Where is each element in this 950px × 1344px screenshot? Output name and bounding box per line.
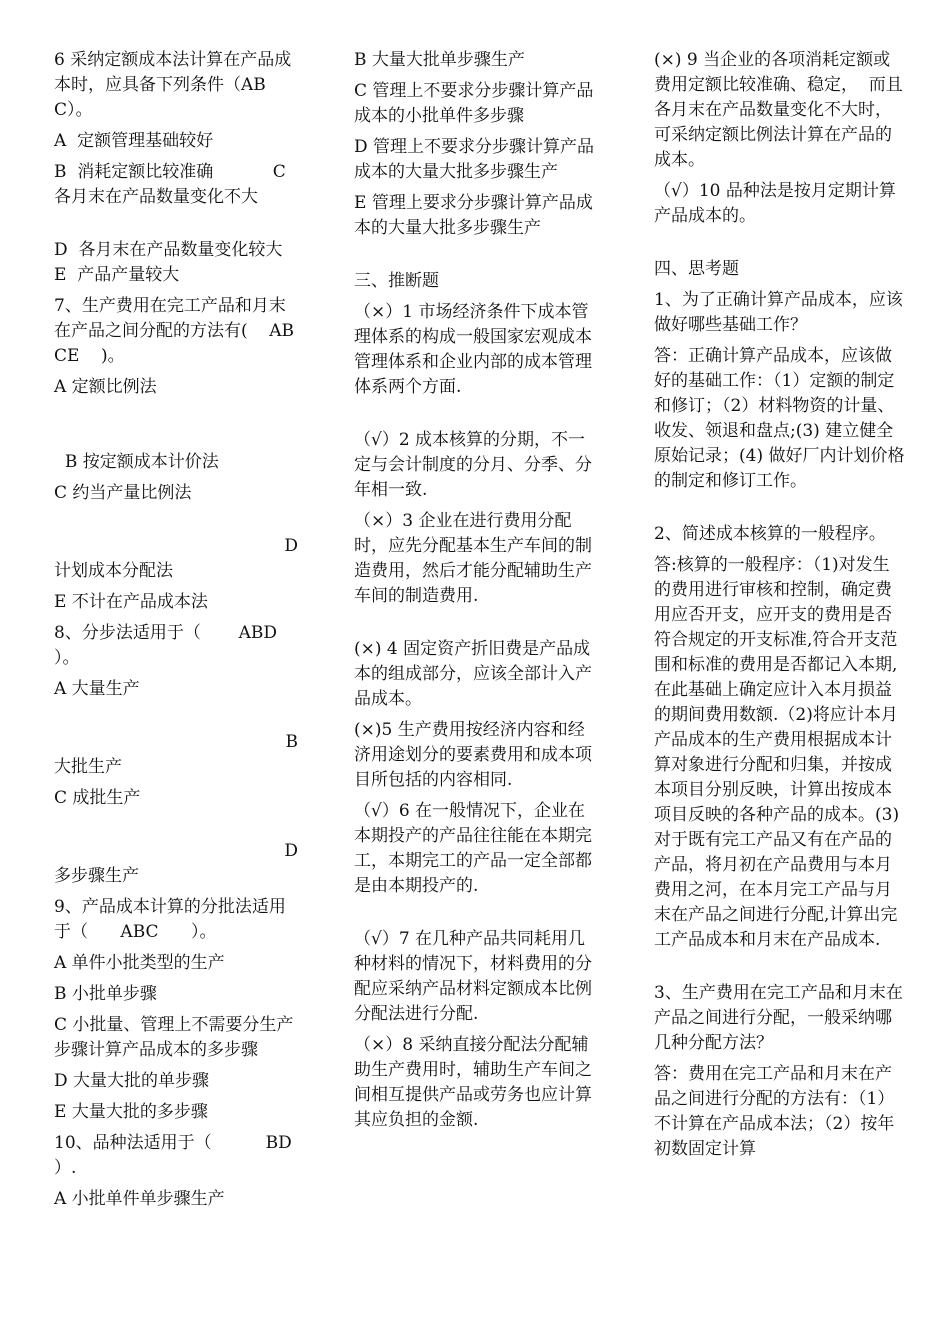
option-9c: C 小批量、管理上不需要分生产步骤计算产品成本的多步骤 bbox=[54, 1015, 294, 1060]
column-middle bbox=[354, 48, 596, 1139]
option-8b-letter: B bbox=[285, 732, 298, 752]
option-7d-letter: D bbox=[284, 536, 298, 556]
thinking-question-2: 2、简述成本核算的一般程序。 bbox=[654, 524, 886, 544]
option-9e: E 大量大批的多步骤 bbox=[54, 1102, 208, 1122]
option-10c: C 管理上不要求分步骤计算产品成本的小批单件多步骤 bbox=[354, 81, 594, 126]
judgement-4: (×) 4 固定资产折旧费是产品成本的组成部分，应该全部计入产品成本。 bbox=[354, 639, 592, 709]
option-7e: E 不计在产品成本法 bbox=[54, 592, 208, 612]
thinking-answer-3: 答：费用在完工产品和月末在产品之间进行分配的方法有：（1）不计算在产品成本法；（2）按年初数固定计算 bbox=[654, 1064, 895, 1159]
question-6: 6 采纳定额成本法计算在产品成本时，应具备下列条件（ABC）。 bbox=[54, 50, 292, 120]
option-10b: B 大量大批单步骤生产 bbox=[354, 50, 525, 70]
question-7: 7、生产费用在完工产品和月末在产品之间分配的方法有( ABCE )。 bbox=[54, 296, 295, 366]
option-9b: B 小批单步骤 bbox=[54, 984, 157, 1004]
option-8d-letter: D bbox=[284, 841, 298, 861]
judgement-5: (×)5 生产费用按经济内容和经济用途划分的要素费用和成本项目所包括的内容相同. bbox=[354, 720, 592, 790]
option-6bc: B 消耗定额比较准确 C 各月末在产品数量变化不大 bbox=[54, 162, 297, 207]
option-8b-text: 大批生产 bbox=[54, 757, 122, 777]
option-7d-text: 计划成本分配法 bbox=[54, 561, 173, 581]
judgement-9: (×) 9 当企业的各项消耗定额或费用定额比较准确、稳定， 而且各月末在产品数量变化不大时，可采纳定额比例法计算在产品的成本。 bbox=[654, 50, 903, 170]
option-10d: D 管理上不要求分步骤计算产品成本的大量大批多步骤生产 bbox=[354, 137, 595, 182]
judgement-7: （√）7 在几种产品共同耗用几种材料的情况下，材料费用的分配应采纳产品材料定额成本比例分配法进行分配. bbox=[354, 929, 592, 1024]
judgement-3: （×）3 企业在进行费用分配时，应先分配基本生产车间的制造费用，然后才能分配辅助生产车间的制造费用. bbox=[354, 511, 592, 606]
option-10e: E 管理上要求分步骤计算产品成本的大量大批多步骤生产 bbox=[354, 193, 593, 238]
question-9: 9、产品成本计算的分批法适用于（ ABC ）。 bbox=[54, 897, 286, 942]
section-heading-thinking: 四、思考题 bbox=[654, 259, 739, 279]
judgement-2: （√）2 成本核算的分期，不一定与会计制度的分月、分季、分年相一致. bbox=[354, 430, 592, 500]
thinking-answer-1: 答：正确计算产品成本，应该做好的基础工作：（1）定额的制定和修订；（2）材料物资的计量、收发、领退和盘点;(3) 建立健全原始记录；(4) 做好厂内计划价格的制定和修订工作。 bbox=[654, 346, 905, 491]
option-7c: C 约当产量比例法 bbox=[54, 483, 192, 503]
option-10a: A 小批单件单步骤生产 bbox=[54, 1189, 225, 1209]
thinking-question-1: 1、为了正确计算产品成本，应该做好哪些基础工作？ bbox=[654, 290, 903, 335]
judgement-8: （×）8 采纳直接分配法分配辅助生产费用时，辅助生产车间之间相互提供产品或劳务也应计算其应负担的金额. bbox=[354, 1035, 592, 1130]
judgement-1: （×）1 市场经济条件下成本管理体系的构成一般国家宏观成本管理体系和企业内部的成本管理体系两个方面. bbox=[354, 302, 592, 397]
column-left bbox=[54, 48, 337, 1218]
column-right bbox=[654, 48, 906, 1168]
section-heading-judgement: 三、推断题 bbox=[354, 271, 439, 291]
thinking-question-3: 3、生产费用在完工产品和月末在产品之间进行分配，一般采纳哪几种分配方法？ bbox=[654, 983, 903, 1053]
judgement-10: （√）10 品种法是按月定期计算产品成本的。 bbox=[654, 181, 896, 226]
question-10: 10、品种法适用于（ BD ）. bbox=[54, 1133, 336, 1178]
option-7b: B 按定额成本计价法 bbox=[54, 452, 219, 472]
option-9a: A 单件小批类型的生产 bbox=[54, 953, 225, 973]
option-8a: A 大量生产 bbox=[54, 679, 140, 699]
option-8d-text: 多步骤生产 bbox=[54, 866, 139, 886]
option-7a: A 定额比例法 bbox=[54, 377, 157, 397]
option-9d: D 大量大批的单步骤 bbox=[54, 1071, 210, 1091]
question-8: 8、分步法适用于（ ABD ）。 bbox=[54, 623, 310, 668]
thinking-answer-2: 答:核算的一般程序：（1)对发生的费用进行审核和控制，确定费用应否开支，应开支的费用是否符合规定的开支标准,符合开支范围和标准的费用是否都记入本期,在此基础上确定应计入本月损益的期间费用数额.（2)将应计本月产品成本的生产费用根据成本计算对象进行分配和归集，并按成本项目分别反映，计算出按成本项目反映的各种产品的成本。(3)对于既有完工产品又有在产品的产品，将月初在产品费用与本月费用之河，在本月完工产品与月末在产品之间进行分配,计算出完工产品成本和月末在产品成本. bbox=[654, 555, 900, 950]
option-6de: D 各月末在产品数量变化较大 E 产品产量较大 bbox=[54, 240, 337, 285]
option-6a: A 定额管理基础较好 bbox=[54, 131, 214, 151]
option-8c: C 成批生产 bbox=[54, 788, 141, 808]
judgement-6: （√）6 在一般情况下，企业在本期投产的产品往往能在本期完工，本期完工的产品一定全部都是由本期投产的. bbox=[354, 801, 592, 896]
